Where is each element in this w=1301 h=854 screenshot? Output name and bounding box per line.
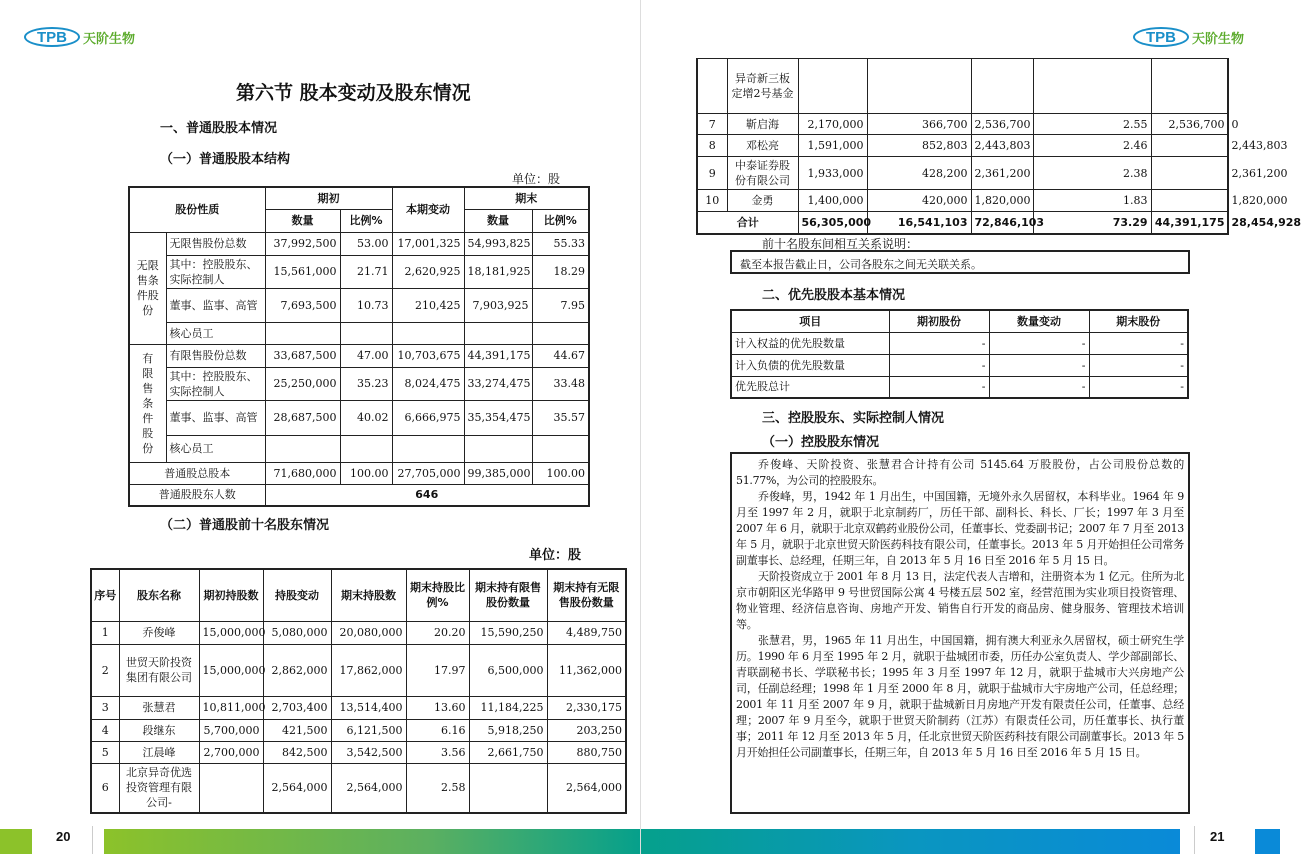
row-label: 其中：控股股东、实际控制人 xyxy=(166,367,265,400)
cell: 2,564,000 xyxy=(263,763,331,813)
column-header: 股东名称 xyxy=(119,569,199,621)
cell: 4,489,750 xyxy=(547,621,626,644)
cell: 18.29 xyxy=(532,255,589,288)
cell xyxy=(392,322,464,344)
cell: 25,250,000 xyxy=(265,367,340,400)
cell: 880,750 xyxy=(547,741,626,763)
row-label: 有限售股份总数 xyxy=(166,344,265,367)
table-row xyxy=(129,232,589,255)
cell xyxy=(340,435,392,462)
column-header: 持股变动 xyxy=(263,569,331,621)
table-row xyxy=(731,354,1188,376)
table-row xyxy=(91,763,626,813)
cell: 2,862,000 xyxy=(263,644,331,696)
rank xyxy=(697,59,727,114)
shareholder-name: 北京异奇优选投资管理有限公司- xyxy=(119,763,199,813)
divider xyxy=(92,826,93,854)
header-begin: 期初 xyxy=(265,187,392,209)
header-qty: 数量 xyxy=(464,209,532,232)
cell xyxy=(1151,190,1228,212)
cell: 99,385,000 xyxy=(464,462,532,484)
cell: 44,391,175 xyxy=(464,344,532,367)
row-label: 普通股股东人数 xyxy=(129,484,265,506)
cell: 27,705,000 xyxy=(392,462,464,484)
cell: - xyxy=(889,376,989,398)
cell: 33,687,500 xyxy=(265,344,340,367)
cell: 7.95 xyxy=(532,288,589,322)
relation-box xyxy=(730,250,1190,274)
column-header: 期初持股数 xyxy=(199,569,263,621)
shareholder-name: 中泰证券股份有限公司 xyxy=(727,157,798,190)
table-row xyxy=(91,644,626,696)
divider xyxy=(1194,826,1195,854)
table-row xyxy=(91,696,626,719)
table-row xyxy=(697,59,1228,114)
cell: 15,590,250 xyxy=(469,621,547,644)
cell: 17.97 xyxy=(406,644,469,696)
cell: 2.38 xyxy=(1033,157,1151,190)
cell: 13,514,400 xyxy=(331,696,406,719)
cell: 21.71 xyxy=(340,255,392,288)
cell: 7,693,500 xyxy=(265,288,340,322)
header-change: 本期变动 xyxy=(392,187,464,232)
cell: 8,024,475 xyxy=(392,367,464,400)
cell: 15,000,000 xyxy=(199,644,263,696)
holders-row xyxy=(129,484,589,506)
cell: - xyxy=(1089,332,1188,354)
cell: 20.20 xyxy=(406,621,469,644)
cell: 1,400,000 xyxy=(798,190,867,212)
cell: 10,811,000 xyxy=(199,696,263,719)
cell: 842,500 xyxy=(263,741,331,763)
shareholder-name: 段继东 xyxy=(119,719,199,741)
rank: 10 xyxy=(697,190,727,212)
logo-name: 天阶生物 xyxy=(83,31,136,47)
table-row xyxy=(91,741,626,763)
cell: 15,561,000 xyxy=(265,255,340,288)
cell: - xyxy=(889,354,989,376)
table-row xyxy=(129,400,589,435)
logo-mark: TPB xyxy=(1133,27,1189,47)
cell: 2,361,200 xyxy=(971,157,1033,190)
table-row: 8 邓松亮 1,591,000 852,803 2,443,803 2.46 2,443,803 xyxy=(697,135,1228,157)
column-header: 期末持有无限售股份数量 xyxy=(547,569,626,621)
cell: 366,700 xyxy=(867,114,971,135)
cell xyxy=(340,322,392,344)
cell: 18,181,925 xyxy=(464,255,532,288)
cell: 37,992,500 xyxy=(265,232,340,255)
relation-label: 前十名股东间相互关系说明： xyxy=(762,237,919,251)
table-row xyxy=(129,288,589,322)
shareholder-name: 乔俊峰 xyxy=(119,621,199,644)
cell: 35.57 xyxy=(532,400,589,435)
company-logo-right xyxy=(1133,27,1244,47)
cell: 428,200 xyxy=(867,157,971,190)
cell: 20,080,000 xyxy=(331,621,406,644)
company-logo-left xyxy=(24,27,135,47)
cell: 1,820,000 xyxy=(971,190,1033,212)
cell xyxy=(392,435,464,462)
cell: 2,700,000 xyxy=(199,741,263,763)
cell: 5,080,000 xyxy=(263,621,331,644)
cell: 40.02 xyxy=(340,400,392,435)
cell: 35.23 xyxy=(340,367,392,400)
total-cell: 56,305,000 xyxy=(798,212,867,234)
page-gutter xyxy=(640,0,641,854)
column-header: 序号 xyxy=(91,569,119,621)
rank: 4 xyxy=(91,719,119,741)
column-header: 期末持股数 xyxy=(331,569,406,621)
shareholder-name: 张慧君 xyxy=(119,696,199,719)
cell: 53.00 xyxy=(340,232,392,255)
header-end: 期末 xyxy=(464,187,589,209)
cell: 5,918,250 xyxy=(469,719,547,741)
table-row xyxy=(91,719,626,741)
cell: - xyxy=(889,332,989,354)
cell xyxy=(199,763,263,813)
cell xyxy=(1151,135,1228,157)
row-label: 计入负债的优先股数量 xyxy=(731,354,889,376)
rank: 1 xyxy=(91,621,119,644)
total-cell: 44,391,175 xyxy=(1151,212,1228,234)
cell: 35,354,475 xyxy=(464,400,532,435)
cell: 100.00 xyxy=(340,462,392,484)
cell: 71,680,000 xyxy=(265,462,340,484)
total-cell: 73.29 xyxy=(1033,212,1151,234)
rank: 2 xyxy=(91,644,119,696)
cell: 2,536,700 xyxy=(971,114,1033,135)
top10-shareholders-table xyxy=(90,568,627,814)
cell xyxy=(469,763,547,813)
cell: 2,620,925 xyxy=(392,255,464,288)
total-row: 合计 56,305,000 16,541,103 72,846,103 73.29 44,391,175 28,454,928 xyxy=(697,212,1228,234)
shareholder-name: 江晨峰 xyxy=(119,741,199,763)
cell: 1.83 xyxy=(1033,190,1151,212)
total-row xyxy=(129,462,589,484)
table-row: 10 金勇 1,400,000 420,000 1,820,000 1.83 1,820,000 xyxy=(697,190,1228,212)
header-row xyxy=(731,310,1188,332)
total-cell: 72,846,103 xyxy=(971,212,1033,234)
table-row xyxy=(129,367,589,400)
rank: 3 xyxy=(91,696,119,719)
shareholder-name: 邓松亮 xyxy=(727,135,798,157)
row-label: 董事、监事、高管 xyxy=(166,400,265,435)
cell: 3,542,500 xyxy=(331,741,406,763)
table-row: 7 靳启海 2,170,000 366,700 2,536,700 2.55 2,536,700 0 xyxy=(697,114,1228,135)
cell xyxy=(265,435,340,462)
footer-blue-block xyxy=(1255,829,1280,854)
cell: 33.48 xyxy=(532,367,589,400)
group-label: 无限售条件股份 xyxy=(129,232,166,344)
page-number-left: 20 xyxy=(56,829,71,844)
top10-shareholders-table-continued xyxy=(696,58,1301,235)
cell xyxy=(265,322,340,344)
shareholder-name: 世贸天阶投资集团有限公司 xyxy=(119,644,199,696)
holders-count: 646 xyxy=(265,484,589,506)
rank: 7 xyxy=(697,114,727,135)
row-label: 核心员工 xyxy=(166,322,265,344)
cell xyxy=(971,59,1033,114)
cell xyxy=(532,435,589,462)
table-row xyxy=(91,621,626,644)
unit-label: 单位：股 xyxy=(512,172,561,186)
cell: 2,661,750 xyxy=(469,741,547,763)
rank: 9 xyxy=(697,157,727,190)
cell: 5,700,000 xyxy=(199,719,263,741)
cell: 203,250 xyxy=(547,719,626,741)
cell xyxy=(1151,59,1228,114)
cell: 11,184,225 xyxy=(469,696,547,719)
shareholder-name: 金勇 xyxy=(727,190,798,212)
cell: - xyxy=(1089,354,1188,376)
heading-control: 三、控股股东、实际控制人情况 xyxy=(762,411,945,426)
section-title: 第六节 股本变动及股东情况 xyxy=(236,82,471,104)
cell: 11,362,000 xyxy=(547,644,626,696)
share-structure-table xyxy=(128,186,590,507)
preferred-shares-table xyxy=(730,309,1189,399)
cell: - xyxy=(989,332,1089,354)
cell: 2,443,803 xyxy=(971,135,1033,157)
cell: 852,803 xyxy=(867,135,971,157)
cell: 54,993,825 xyxy=(464,232,532,255)
rank: 8 xyxy=(697,135,727,157)
header-ratio: 比例% xyxy=(340,209,392,232)
heading-common-shares: 一、普通股股本情况 xyxy=(160,121,278,136)
heading-controlling-shareholder: （一）控股股东情况 xyxy=(762,435,880,450)
cell: - xyxy=(1089,376,1188,398)
cell: 100.00 xyxy=(532,462,589,484)
column-header: 期末持股比例% xyxy=(406,569,469,621)
total-cell: 16,541,103 xyxy=(867,212,971,234)
column-header: 数量变动 xyxy=(989,310,1089,332)
column-header: 期末持有限售股份数量 xyxy=(469,569,547,621)
footer-green-block xyxy=(0,829,32,854)
cell: 13.60 xyxy=(406,696,469,719)
cell: - xyxy=(989,376,1089,398)
cell: - xyxy=(989,354,1089,376)
cell: 6,500,000 xyxy=(469,644,547,696)
cell: 2.46 xyxy=(1033,135,1151,157)
row-label: 计入权益的优先股数量 xyxy=(731,332,889,354)
cell: 7,903,925 xyxy=(464,288,532,322)
header-qty: 数量 xyxy=(265,209,340,232)
cell: 47.00 xyxy=(340,344,392,367)
cell: 420,000 xyxy=(867,190,971,212)
cell: 2,703,400 xyxy=(263,696,331,719)
table-row xyxy=(129,255,589,288)
shareholder-name: 异奇新三板定增2号基金 xyxy=(727,59,798,114)
cell: 17,862,000 xyxy=(331,644,406,696)
header-ratio: 比例% xyxy=(532,209,589,232)
header-nature: 股份性质 xyxy=(129,187,265,232)
cell: 421,500 xyxy=(263,719,331,741)
row-label: 优先股总计 xyxy=(731,376,889,398)
cell: 6,121,500 xyxy=(331,719,406,741)
paragraph: 张慧君，男，1965 年 11 月出生，中国国籍，拥有澳大利亚永久居留权，硕士研究生学历。1990 年 6 月至 1995 年 2 月，就职于盐城团市委，历任办公室负责人、学少部副部长、青联副秘书长、学联秘书长；1995 年 3 月至 1997 年 12 月，就职于盐城市大兴房地产公司，任副总经理；1998 年 1 月至 2000 年 8 月，就职于盐城市大宇房地产公司，任总经理；2001 年 11 月至 2007 年 9 月，就职于盐城新日月房地产开发有限责任公司，任董事、总经理；2007 年 9 月至今，就职于世贸天阶制药（江苏）有限责任公司，历任董事长、执行董事；2011 年 12 月至 2013 年 5 月，任北京世贸天阶医药科技有限公司副董事长。2013 年 5 月开始担任公司副董事长，任期三年，自 2013 年 5 月 16 日至 2016 年 5 月 15 日。 xyxy=(736,634,1184,759)
cell: 2.58 xyxy=(406,763,469,813)
row-label: 董事、监事、高管 xyxy=(166,288,265,322)
paragraph: 乔俊峰，男，1942 年 1 月出生，中国国籍，无境外永久居留权，本科毕业。1964 年 9 月至 1997 年 2 月，就职于北京制药厂，历任干部、副科长、科长、厂长；1997 年 3 月至 2007 年 6 月，就职于北京双鹤药业股份公司，任董事长、党委副书记；2007 年 7 月至 2013 年 5 月，就职于北京世贸天阶医药科技有限公司，任董事长。2013 年 5 月开始担任公司常务副董事长、总经理，任期三年，自 2013 年 5 月 16 日至 2016 年 5 月 15 日。 xyxy=(736,490,1184,567)
heading-preferred: 二、优先股股本基本情况 xyxy=(762,288,906,303)
rank: 6 xyxy=(91,763,119,813)
page-number-right: 21 xyxy=(1210,829,1225,844)
cell: 17,001,325 xyxy=(392,232,464,255)
total-label: 合计 xyxy=(697,212,798,234)
cell xyxy=(1151,157,1228,190)
row-label: 其中：控股股东、实际控制人 xyxy=(166,255,265,288)
cell xyxy=(1033,59,1151,114)
unit-label: 单位：股 xyxy=(529,548,582,563)
cell: 2,330,175 xyxy=(547,696,626,719)
table-row xyxy=(129,435,589,462)
logo-mark: TPB xyxy=(24,27,80,47)
cell xyxy=(798,59,867,114)
cell: 2.55 xyxy=(1033,114,1151,135)
cell: 44.67 xyxy=(532,344,589,367)
row-label: 核心员工 xyxy=(166,435,265,462)
cell: 2,564,000 xyxy=(331,763,406,813)
cell: 210,425 xyxy=(392,288,464,322)
cell: 55.33 xyxy=(532,232,589,255)
cell: 2,536,700 xyxy=(1151,114,1228,135)
column-header: 期末股份 xyxy=(1089,310,1188,332)
cell: 15,000,000 xyxy=(199,621,263,644)
cell: 33,274,475 xyxy=(464,367,532,400)
paragraph: 天阶投资成立于 2001 年 8 月 13 日，法定代表人吉增和，注册资本为 1 亿元。住所为北京市朝阳区光华路甲 9 号世贸国际公寓 4 号楼五层 502 室，经营范围为实业项目投资管理、物业管理、经济信息咨询、房地产开发、销售自行开发的商品房、健身服务、管理技术培训等。 xyxy=(736,570,1184,631)
footer-gradient-bar xyxy=(104,829,1180,854)
heading-top10: （二）普通股前十名股东情况 xyxy=(160,518,330,533)
cell: 1,933,000 xyxy=(798,157,867,190)
rank: 5 xyxy=(91,741,119,763)
table-row: 9 中泰证券股份有限公司 1,933,000 428,200 2,361,200 2.38 2,361,200 xyxy=(697,157,1228,190)
shareholder-name: 靳启海 xyxy=(727,114,798,135)
cell xyxy=(532,322,589,344)
column-header: 项目 xyxy=(731,310,889,332)
cell: 2,170,000 xyxy=(798,114,867,135)
row-label: 普通股总股本 xyxy=(129,462,265,484)
cell: 2,564,000 xyxy=(547,763,626,813)
cell: 1,591,000 xyxy=(798,135,867,157)
cell: 6.16 xyxy=(406,719,469,741)
cell: 10,703,675 xyxy=(392,344,464,367)
logo-name: 天阶生物 xyxy=(1192,31,1245,47)
cell xyxy=(464,322,532,344)
table-row xyxy=(129,344,589,367)
controlling-shareholder-text xyxy=(730,452,1190,814)
column-header: 期初股份 xyxy=(889,310,989,332)
table-row xyxy=(731,332,1188,354)
group-label: 有限售条件股份 xyxy=(129,344,166,462)
cell xyxy=(867,59,971,114)
table-row xyxy=(731,376,1188,398)
cell: 28,687,500 xyxy=(265,400,340,435)
header-row xyxy=(91,569,626,621)
relation-text: 截至本报告截止日，公司各股东之间无关联关系。 xyxy=(740,258,982,271)
table-row xyxy=(129,322,589,344)
cell xyxy=(464,435,532,462)
cell: 10.73 xyxy=(340,288,392,322)
row-label: 无限售股份总数 xyxy=(166,232,265,255)
heading-share-structure: （一）普通股股本结构 xyxy=(160,152,291,167)
cell: 6,666,975 xyxy=(392,400,464,435)
cell: 3.56 xyxy=(406,741,469,763)
paragraph: 乔俊峰、天阶投资、张慧君合计持有公司 5145.64 万股股份，占公司股份总数的51.77%，为公司的控股股东。 xyxy=(736,458,1184,487)
